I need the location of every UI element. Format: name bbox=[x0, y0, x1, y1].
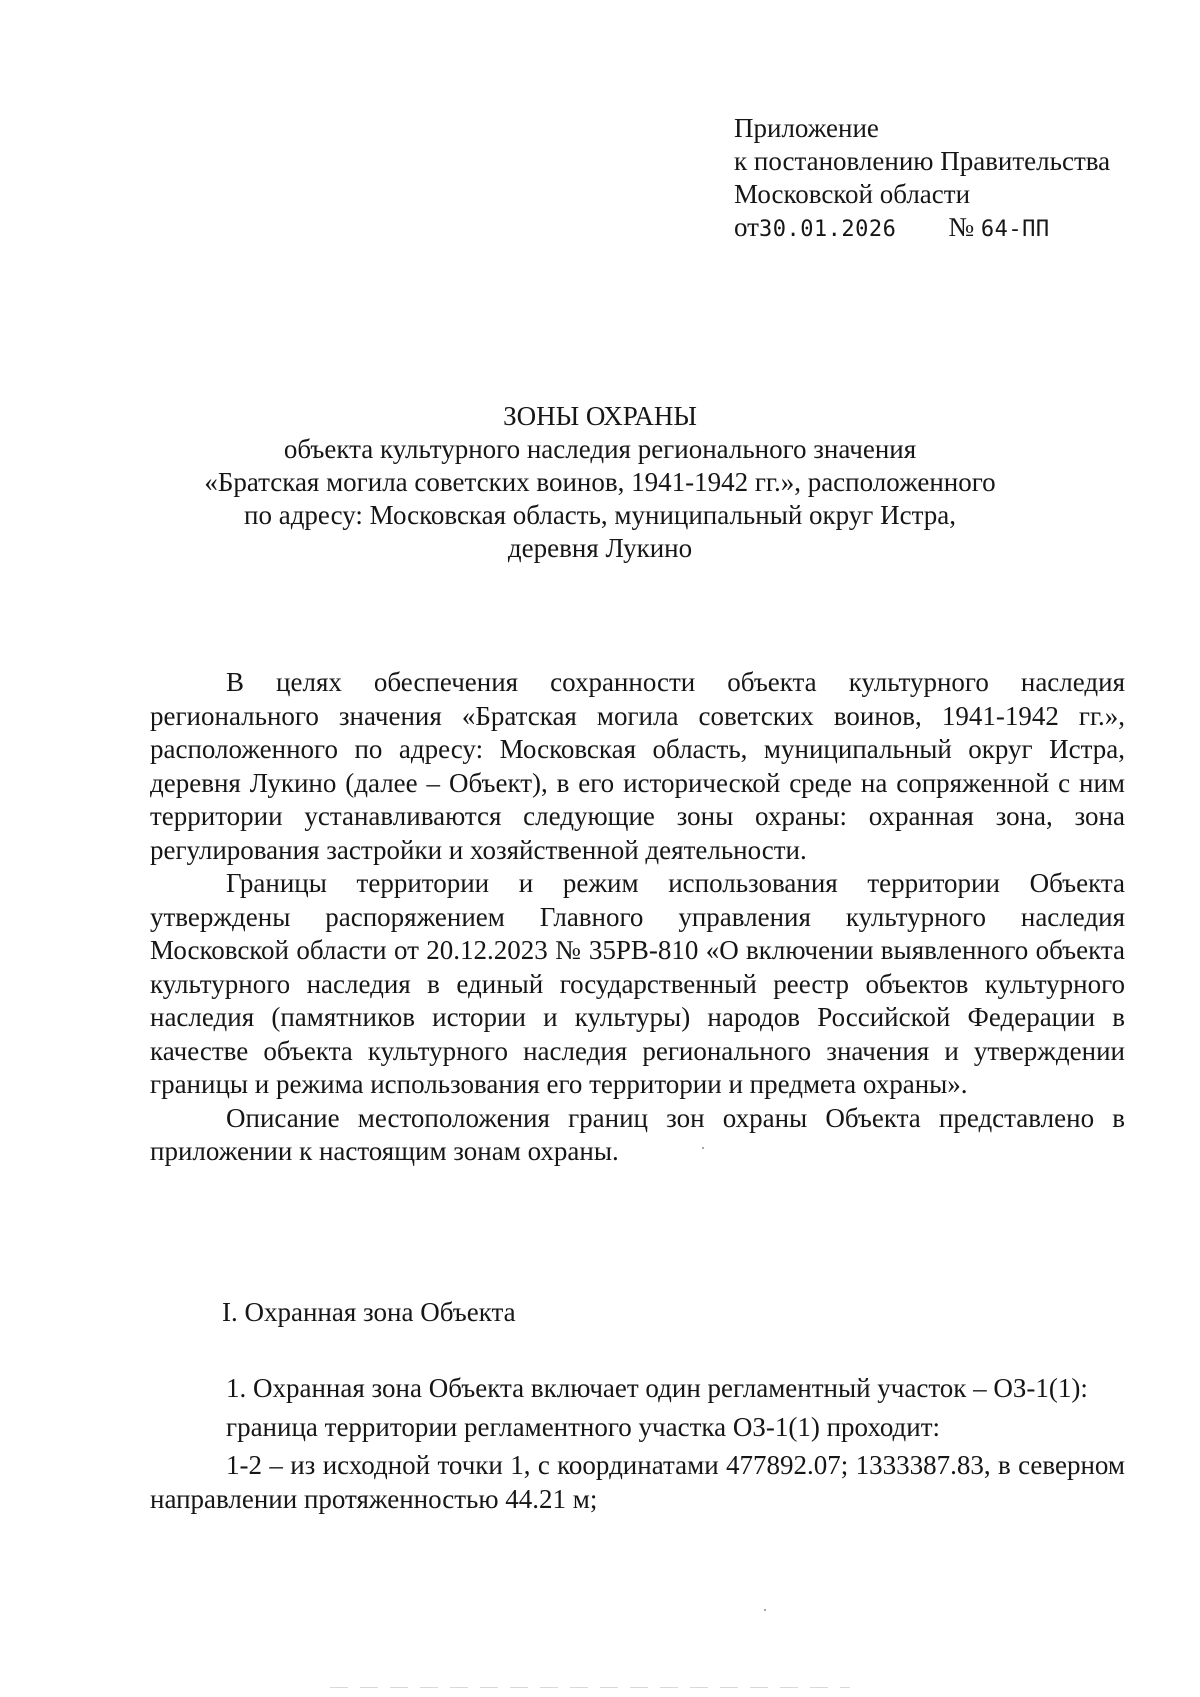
title-line-2: «Братская могила советских воинов, 1941-1942 гг.», расположенного bbox=[204, 467, 996, 497]
paragraph: Границы территории и режим использования территории Объекта утверждены распоряжением Главного управления культурного наследия Московской области от 20.12.2023 № 35РВ-810 «О включении выявленного объекта культурного наследия в единый государственный реестр объектов культурного наследия (памятников истории и культуры) народов Российской Федерации в качестве объекта культурного наследия регионального значения и утверждении границы и режима использования его территории и предмета охраны». bbox=[150, 868, 1125, 1099]
scan-speck bbox=[702, 1147, 704, 1149]
appendix-label: Приложение bbox=[734, 113, 879, 143]
decree-date: 30.01.2026 bbox=[758, 217, 897, 242]
title-line-4: деревня Лукино bbox=[507, 533, 693, 563]
paragraph: граница территории регламентного участка ОЗ-1(1) проходит: bbox=[226, 1411, 941, 1442]
number-sign: № bbox=[948, 212, 975, 242]
appendix-reference bbox=[734, 112, 1174, 246]
section-heading: I. Охранная зона Объекта bbox=[222, 1297, 516, 1327]
scan-artifact-line bbox=[330, 1687, 850, 1688]
title-line-3: по адресу: Московская область, муниципальный округ Истра, bbox=[244, 500, 956, 530]
section-text bbox=[150, 1372, 1125, 1516]
date-prefix: от bbox=[734, 212, 759, 242]
scan-speck bbox=[764, 1609, 766, 1611]
paragraph: 1-2 – из исходной точки 1, с координатами 477892.07; 1333387.83, в северном направлении протяженностью 44.21 м; bbox=[150, 1450, 1125, 1514]
appendix-decree-line: к постановлению Правительства bbox=[734, 146, 1111, 176]
paragraph: 1. Охранная зона Объекта включает один регламентный участок – ОЗ-1(1): bbox=[226, 1373, 1088, 1403]
appendix-region-line: Московской области bbox=[734, 179, 971, 209]
title-line-1: объекта культурного наследия регионального значения bbox=[283, 434, 917, 464]
title-heading: ЗОНЫ ОХРАНЫ bbox=[503, 401, 697, 431]
paragraph: В целях обеспечения сохранности объекта культурного наследия регионального значения «Братская могила советских воинов, 1941-1942 гг.», расположенного по адресу: Московская область, муниципальный округ Истра, деревня Лукино (далее – Объект), в его исторической среде на сопряженной с ним территории устанавливаются следующие зоны охраны: охранная зона, зона регулирования застройки и хозяйственной деятельности. bbox=[150, 667, 1125, 865]
intro-text bbox=[150, 666, 1125, 1169]
appendix-date-number-line bbox=[734, 211, 1174, 246]
decree-number: 64-ПП bbox=[980, 217, 1050, 242]
paragraph: Описание местоположения границ зон охраны Объекта представлено в приложении к настоящим зонам охраны. bbox=[150, 1102, 1125, 1166]
document-title bbox=[150, 400, 1050, 565]
